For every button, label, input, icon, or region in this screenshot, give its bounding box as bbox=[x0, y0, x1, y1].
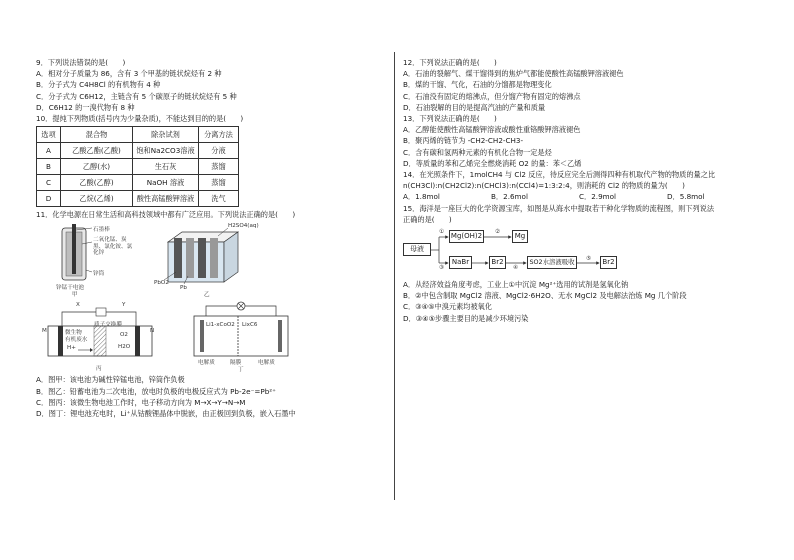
figure-jia bbox=[40, 222, 136, 299]
q14-options bbox=[403, 191, 755, 202]
table-cell: 乙烷(乙烯) bbox=[61, 191, 133, 207]
table-cell: 乙酸(乙醇) bbox=[61, 175, 133, 191]
flow-box-br2-first: Br2 bbox=[489, 256, 506, 269]
caption-dry-cell: 锌锰干电池 bbox=[56, 285, 84, 292]
q11-stem: 11．化学电源在日常生活和高科技领域中都有广泛应用。下列说法正确的是( ) bbox=[36, 210, 296, 220]
question-10 bbox=[36, 113, 388, 207]
label-h2o: H2O bbox=[118, 344, 131, 351]
table-cell: 生石灰 bbox=[133, 159, 199, 175]
q9-option-c: C．分子式为 C6H12，主链含有 5 个碳原子的链状烷烃有 5 种 bbox=[36, 91, 237, 101]
table-header: 选项 bbox=[37, 127, 61, 143]
table-cell: D bbox=[37, 191, 61, 207]
table-row bbox=[37, 159, 239, 175]
label-pbo2: PbO2 bbox=[154, 280, 169, 287]
label-lixc6: LixC6 bbox=[242, 322, 258, 329]
figure-ding bbox=[186, 298, 296, 372]
figure-name-jia: 甲 bbox=[72, 292, 78, 299]
table-cell: 酸性高锰酸钾溶液 bbox=[133, 191, 199, 207]
q11-figures bbox=[36, 222, 388, 372]
label-electrolyte-left: 电解质 bbox=[198, 360, 215, 367]
q13-option-c: C．含有碳和氢两种元素的有机化合物一定是烃 bbox=[403, 147, 552, 157]
question-13 bbox=[403, 113, 755, 169]
label-m: M bbox=[42, 328, 47, 335]
flow-step-5: ⑤ bbox=[586, 256, 592, 263]
q15-stem-line2: 正确的是( ) bbox=[403, 214, 452, 224]
table-header-row bbox=[37, 127, 239, 143]
table-row bbox=[37, 175, 239, 191]
flow-step-2: ② bbox=[495, 229, 501, 236]
table-cell: C bbox=[37, 175, 61, 191]
q15-option-c: C．③④⑤中溴元素均被氧化 bbox=[403, 302, 493, 312]
table-cell: 饱和Na2CO3溶液 bbox=[133, 143, 199, 159]
q12-option-a: A．石油的裂解气、煤干馏得到的焦炉气都能使酸性高锰酸钾溶液褪色 bbox=[403, 69, 624, 79]
flow-box-br2-second: Br2 bbox=[600, 256, 617, 269]
label-licoo2: Li1-xCoO2 bbox=[206, 322, 235, 329]
figure-name-ding: 丁 bbox=[238, 367, 244, 374]
table-header: 混合物 bbox=[61, 127, 133, 143]
q14-option-a: A．1.8mol bbox=[403, 192, 440, 202]
question-15 bbox=[403, 203, 755, 324]
table-cell: 蒸馏 bbox=[199, 175, 239, 191]
label-graphite-rod: 石墨棒 bbox=[93, 227, 110, 234]
q14-stem-line1: 14．在光照条件下，1molCH4 与 Cl2 反应，待反应完全后测得四种有机取代产物的物质的量之比 bbox=[403, 170, 716, 180]
right-column bbox=[403, 57, 755, 324]
q9-option-d: D．C6H12 的一溴代物有 8 种 bbox=[36, 102, 135, 112]
q11-option-a: A．图甲：该电池为碱性锌锰电池，锌筒作负极 bbox=[36, 375, 185, 385]
microbial-cell-diagram bbox=[40, 302, 158, 366]
flow-step-3: ③ bbox=[439, 265, 445, 272]
label-microbe: 微生物 bbox=[65, 330, 82, 337]
flow-step-4: ④ bbox=[513, 265, 519, 272]
table-row bbox=[37, 143, 239, 159]
label-h-plus: H+ bbox=[67, 345, 76, 352]
figure-name-yi: 乙 bbox=[204, 292, 210, 299]
q12-stem: 12．下列说法正确的是( ) bbox=[403, 58, 497, 67]
q15-option-d: D．③④⑤步骤主要目的是减少环境污染 bbox=[403, 313, 529, 323]
label-x: X bbox=[76, 302, 80, 309]
q15-stem-line1: 15．海洋是一座巨大的化学资源宝库，如图是从海水中提取若干种化学物质的流程图，则下列说法 bbox=[403, 203, 715, 213]
label-separator: 隔膜 bbox=[230, 360, 242, 367]
q9-option-b: B．分子式为 C4H8Cl 的有机物有 4 种 bbox=[36, 80, 161, 90]
q13-option-b: B．聚丙烯的链节为 -CH2-CH2-CH3- bbox=[403, 136, 524, 146]
table-cell: 分液 bbox=[199, 143, 239, 159]
label-electrolyte-right: 电解质 bbox=[258, 360, 275, 367]
table-cell: 乙酸乙酯(乙酸) bbox=[61, 143, 133, 159]
q9-option-a: A．相对分子质量为 86，含有 3 个甲基的链状烷烃有 2 种 bbox=[36, 69, 222, 79]
q14-option-b: B．2.6mol bbox=[491, 192, 528, 202]
table-cell: A bbox=[37, 143, 61, 159]
q13-stem: 13．下列说法正确的是( ) bbox=[403, 114, 497, 124]
q14-stem-line2: n(CH3Cl):n(CH2Cl2):n(CHCl3):n(CCl4)=1:3:2:4，则消耗的 Cl2 的物质的量为( ) bbox=[403, 181, 685, 191]
table-cell: NaOH 溶液 bbox=[133, 175, 199, 191]
question-14 bbox=[403, 169, 755, 203]
q15-flowchart bbox=[403, 228, 755, 276]
figure-bing bbox=[40, 302, 158, 372]
figure-yi bbox=[154, 222, 264, 299]
q15-option-a: A．从经济效益角度考虑，工业上①中沉淀 Mg²⁺选用的试剂是氢氧化钠 bbox=[403, 280, 629, 290]
flow-box-so2-absorb: SO2水溶液吸收 bbox=[527, 256, 577, 269]
table-cell: 洗气 bbox=[199, 191, 239, 207]
table-cell: 蒸馏 bbox=[199, 159, 239, 175]
q11-option-c: C．图丙：该微生物电池工作时，电子移动方向为 M→X→Y→N→M bbox=[36, 397, 246, 407]
q10-stem: 10．提纯下列物质(括号内为少量杂质)，不能达到目的的是( ) bbox=[36, 114, 244, 124]
label-pb: Pb bbox=[180, 285, 187, 292]
label-n: N bbox=[150, 328, 155, 335]
q12-option-c: C．石油没有固定的熔沸点，但分馏产物有固定的熔沸点 bbox=[403, 91, 581, 101]
q13-option-d: D．等质量的苯和乙烯完全燃烧消耗 O2 的量：苯＜乙烯 bbox=[403, 158, 582, 168]
q11-option-b: B．图乙：铅蓄电池为二次电池，放电时负极的电极反应式为 Pb-2e⁻=Pb²⁺ bbox=[36, 386, 276, 396]
q14-option-c: C．2.9mol bbox=[579, 192, 617, 202]
flow-box-mgoh2: Mg(OH)2 bbox=[449, 230, 484, 243]
table-header: 分离方法 bbox=[199, 127, 239, 143]
q15-option-b: B．②中包含制取 MgCl2 溶液、MgCl2·6H2O、无水 MgCl2 及电解法治炼 Mg 几个阶段 bbox=[403, 291, 687, 301]
q14-option-d: D．5.8mol bbox=[667, 192, 705, 202]
q10-table bbox=[36, 126, 239, 207]
table-cell: 乙醇(水) bbox=[61, 159, 133, 175]
label-o2: O2 bbox=[120, 332, 128, 339]
label-y: Y bbox=[122, 302, 126, 309]
label-h2so4: H2SO4(aq) bbox=[228, 223, 259, 230]
lithium-battery-diagram bbox=[186, 298, 296, 362]
question-9 bbox=[36, 57, 388, 113]
label-mno2-mix: 二氧化锰、炭黑、氯化铵、氯化锌 bbox=[93, 237, 133, 257]
flow-box-mg: Mg bbox=[512, 230, 528, 243]
table-header: 除杂试剂 bbox=[133, 127, 199, 143]
column-divider bbox=[394, 52, 395, 500]
flow-box-nabr: NaBr bbox=[449, 256, 472, 269]
table-row bbox=[37, 191, 239, 207]
q13-option-a: A．乙醇能使酸性高锰酸钾溶液或酸性重铬酸钾溶液褪色 bbox=[403, 125, 581, 135]
flow-step-1: ① bbox=[439, 229, 445, 236]
lead-acid-battery-diagram bbox=[154, 222, 264, 299]
dry-cell-diagram bbox=[40, 222, 136, 299]
figure-name-bing: 丙 bbox=[96, 366, 102, 373]
flow-box-mother-liquor: 母液 bbox=[403, 243, 431, 256]
question-12 bbox=[403, 57, 755, 113]
label-proton-membrane: 质子交换膜 bbox=[94, 322, 122, 329]
question-11 bbox=[36, 209, 388, 419]
left-column bbox=[36, 57, 388, 419]
q9-stem: 9．下列说法错误的是( ) bbox=[36, 58, 126, 67]
table-cell: B bbox=[37, 159, 61, 175]
label-organic-wastewater: 有机废水 bbox=[65, 337, 88, 344]
q12-option-d: D．石油裂解的目的是提高汽油的产量和质量 bbox=[403, 102, 546, 112]
label-zinc-can: 锌筒 bbox=[93, 271, 105, 278]
q12-option-b: B．煤的干馏、气化，石油的分馏都是物理变化 bbox=[403, 80, 552, 90]
q11-option-d: D．图丁：锂电池充电时，Li⁺从钴酸锂晶体中脱嵌，由正极回到负极，嵌入石墨中 bbox=[36, 409, 296, 419]
